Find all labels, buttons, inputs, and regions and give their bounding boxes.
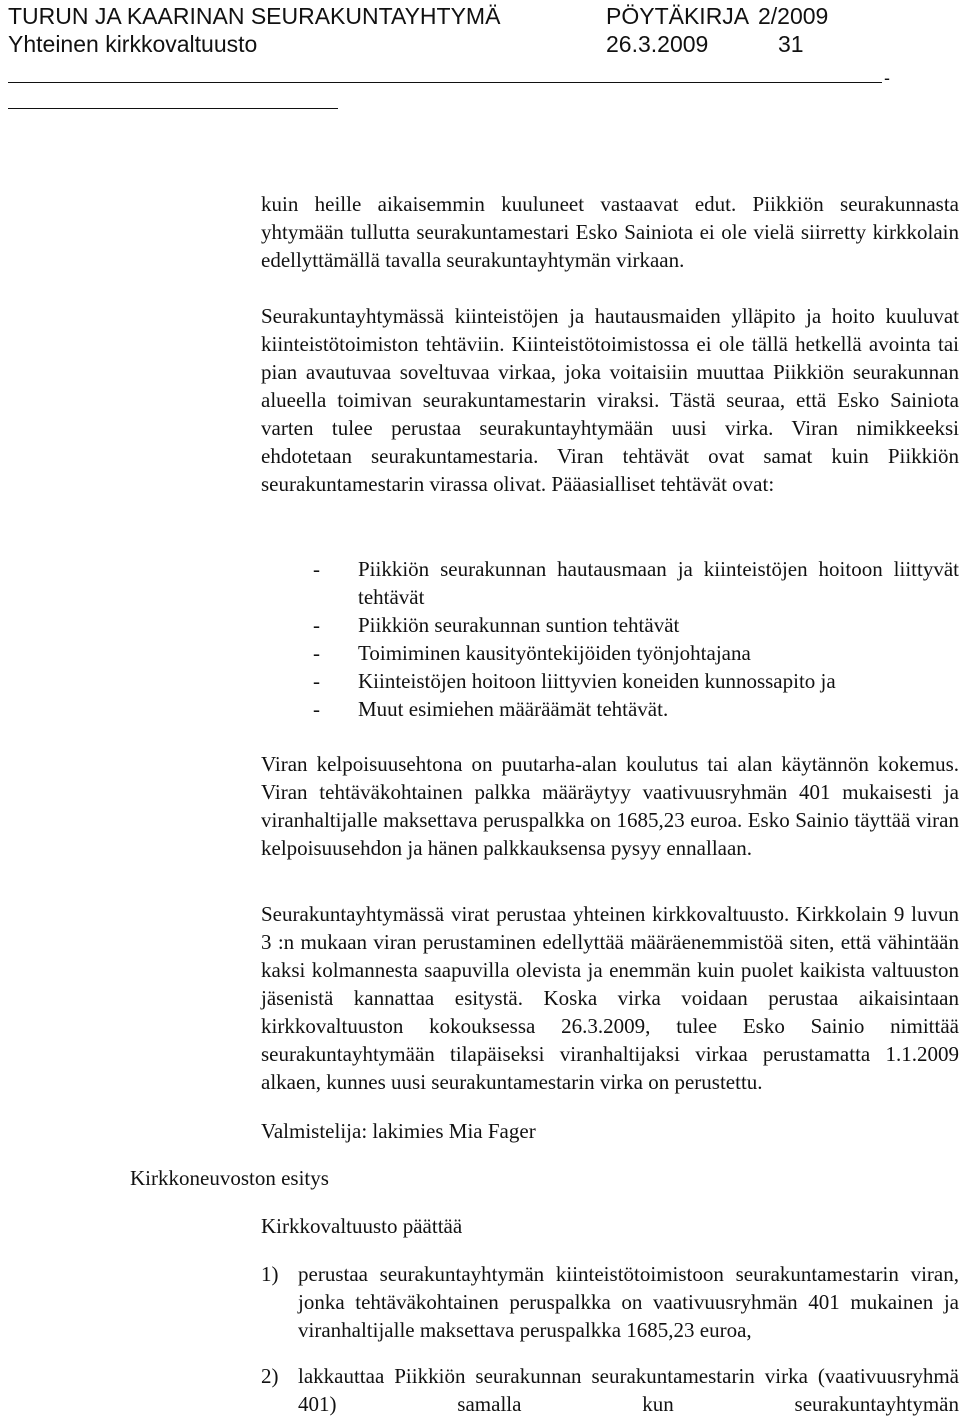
decision-heading: Kirkkovaltuusto päättää (261, 1214, 463, 1238)
decision-list (261, 1260, 959, 1344)
duty-item: - Kiinteistöjen hoitoon liittyvien koneiden kunnossapito ja (313, 669, 836, 693)
org-name: TURUN JA KAARINAN SEURAKUNTAYHTYMÄ (8, 3, 501, 29)
page-number: 31 (778, 31, 804, 57)
duty-item: - Toimiminen kausityöntekijöiden työnjohtajana (313, 641, 751, 665)
header-rule-bottom (8, 108, 338, 109)
decision-list-2 (261, 1362, 959, 1418)
meeting-date: 26.3.2009 (606, 31, 709, 57)
duties-list (313, 555, 959, 723)
duty-item: - Muut esimiehen määräämät tehtävät. (313, 697, 669, 721)
header-rule-top (8, 82, 882, 83)
duty-item: - Piikkiön seurakunnan hautausmaan ja kiinteistöjen hoitoon liittyvät tehtävät (313, 557, 959, 609)
paragraph-4: Seurakuntayhtymässä virat perustaa yhteinen kirkkovaltuusto. Kirkkolain 9 luvun 3 :n mukaan viran perustaminen edellyttää määräenemmistöä siten, että vähintään kaksi kolmannesta saapuvilla olevista ja enemmän kuin puolet kaikista valtuuston jäsenistä kannattaa esitystä. Koska virka voidaan perustaa aikaisintaan kirkkovaltuuston kokouksessa 26.3.2009, tulee Esko Sainio nimittää seurakuntayhtymään tilapäiseksi viranhaltijaksi virkaa perustamatta 1.1.2009 alkaen, kunnes uusi seurakuntamestarin virka on perustettu. (261, 902, 959, 1094)
doc-number: 2/2009 (758, 3, 829, 29)
paragraph-3: Viran kelpoisuusehtona on puutarha-alan koulutus tai alan käytännön kokemus. Viran tehtäväkohtainen palkka määräytyy vaativuusryhmän 401 mukaisesti ja viranhaltijalle maksettava peruspalkka on 1685,23 euroa. Esko Sainio täyttää viran kelpoisuusehdon ja hänen palkkauksensa pysyy ennallaan. (261, 752, 959, 860)
decision-item: 2) lakkauttaa Piikkiön seurakunnan seurakuntamestarin virka (vaativuusryhmä 401) samalla kun seurakuntayhtymän (261, 1364, 959, 1416)
side-heading: Kirkkoneuvoston esitys (130, 1166, 329, 1190)
meeting-body: Yhteinen kirkkovaltuusto (8, 31, 258, 57)
duty-item: - Piikkiön seurakunnan suntion tehtävät (313, 613, 680, 637)
header-rule-dash: - (884, 68, 890, 88)
preparer-line: Valmistelija: lakimies Mia Fager (261, 1119, 536, 1143)
paragraph-2: Seurakuntayhtymässä kiinteistöjen ja hautausmaiden ylläpito ja hoito kuuluvat kiinteistötoimiston tehtäviin. Kiinteistötoimistossa ei ole tällä hetkellä avointa tai pian avautuvaa soveltuvaa virkaa, joka voitaisiin muuttaa Piikkiön seurakunnan alueella toimivan seurakuntamestarin viraksi. Tästä seuraa, että Esko Sainiota varten tulee perustaa seurakuntayhtymään uusi virka. Viran nimikkeeksi ehdotetaan seurakuntamestaria. Viran tehtävät ovat samat kuin Piikkiön seurakuntamestarin virassa olivat. Pääasialliset tehtävät ovat: (261, 304, 959, 496)
doc-type: PÖYTÄKIRJA (606, 3, 750, 29)
paragraph-1: kuin heille aikaisemmin kuuluneet vastaavat edut. Piikkiön seurakunnasta yhtymään tullutta seurakuntamestari Esko Sainiota ei ole vielä siirretty kirkkolain edellyttämällä tavalla seurakuntayhtymän virkaan. (261, 192, 959, 272)
decision-item: 1) perustaa seurakuntayhtymän kiinteistötoimistoon seurakuntamestarin viran, jonka tehtäväkohtainen peruspalkka on vaativuusryhmän 401 mukainen ja viranhaltijalle maksettava peruspalkka 1685,23 euroa, (261, 1262, 959, 1342)
